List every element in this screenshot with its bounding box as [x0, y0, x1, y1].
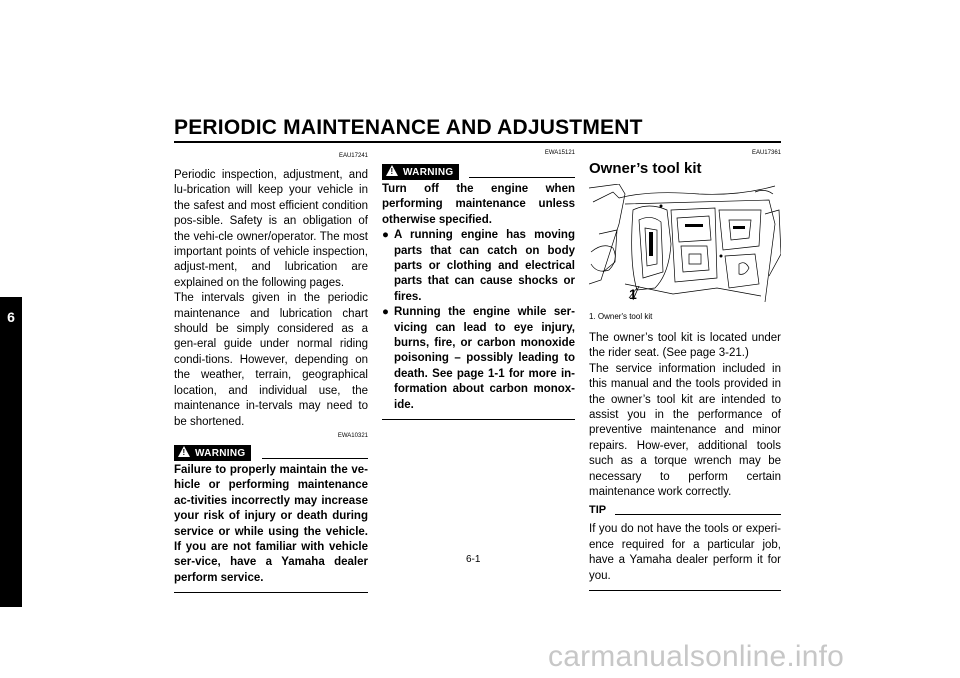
- tip-rule: [615, 514, 781, 515]
- bullet-dot-icon: ●: [382, 306, 389, 319]
- figure-callout: 1: [629, 286, 637, 302]
- tip-text: If you do not have the tools or experi-ence required for a particular job, have a Yamaha dealer perform it for you.: [589, 523, 781, 582]
- warning-code: EWA15121: [544, 150, 575, 156]
- warning-label: WARNING: [195, 447, 246, 459]
- tip-header: [589, 504, 781, 522]
- warning-badge: [382, 164, 459, 180]
- tool-kit-illustration: [589, 184, 781, 304]
- location-paragraph: The owner’s tool kit is located under the rider seat. (See page 3-21.): [589, 332, 781, 360]
- warning-badge: [174, 445, 251, 461]
- warning-intro: Turn off the engine when performing maintenance unless otherwise specified.: [382, 183, 575, 226]
- chapter-side-tab: [0, 297, 22, 607]
- warning-triangle-icon: !: [178, 446, 190, 457]
- warning-rule: [262, 458, 368, 459]
- warning-code: EWA10321: [337, 432, 368, 439]
- service-info-paragraph: The service information included in this manual and the tools provided in the owner’s tool kit are intended to assist you in the performance of preventive maintenance and minor repairs. How-ever, additional tools such as a torque wrench may be necessary to perform certain maintenance work correctly.: [589, 362, 781, 499]
- warning-end-rule: [382, 419, 575, 420]
- column-3: [589, 150, 781, 591]
- title-rule: [174, 141, 781, 143]
- section-heading: Owner’s tool kit: [589, 160, 702, 177]
- column-2: [382, 150, 575, 420]
- intervals-paragraph: The intervals given in the periodic maintenance and lubrication chart should be simply considered as a gen-eral guide under normal riding condi-tions. However, depending on the weather, terrain, geographical location, and individual use, the maintenance in-tervals may need to be shortened.: [174, 292, 368, 428]
- page-number: 6-1: [466, 554, 481, 565]
- tip-end-rule: [589, 590, 781, 591]
- tool-kit-figure: [589, 184, 781, 304]
- warning-triangle-icon: !: [386, 165, 398, 176]
- warning-label: WARNING: [403, 167, 454, 178]
- warning-header: [382, 162, 575, 182]
- list-item: ● A running engine has moving parts that can catch on body parts or clothing and electrical parts that can cause shocks or fires.: [382, 229, 575, 303]
- warning-header: [174, 443, 368, 463]
- figure-caption: 1. Owner's tool kit: [589, 312, 653, 321]
- section-code: EAU17241: [338, 153, 368, 159]
- tip-label: TIP: [589, 504, 607, 517]
- warning-end-rule: [174, 592, 368, 593]
- warning-bullets: [382, 228, 575, 413]
- column-1: [174, 150, 368, 593]
- list-item: ● Running the engine while ser-vicing can lead to eye injury, burns, fire, or carbon monoxide poisoning – possibly leading to death. See page 1-1 for more in-formation about carbon monox-ide.: [382, 306, 575, 411]
- page-title: PERIODIC MAINTENANCE AND ADJUSTMENT: [174, 116, 643, 139]
- warning-text: Failure to properly maintain the ve-hicle or performing maintenance ac-tivities incorrectly may increase your risk of injury or death during service or while using the vehicle. If you are not familiar with vehicle ser-vice, have a Yamaha dealer perform service.: [174, 463, 368, 584]
- watermark: carmanualsonline.info: [548, 640, 845, 673]
- chapter-number: 6: [7, 309, 15, 325]
- bullet-dot-icon: ●: [382, 229, 389, 242]
- section-code: EAU17361: [751, 150, 781, 156]
- intro-paragraph: Periodic inspection, adjustment, and lu-brication will keep your vehicle in the safest and most efficient condition pos-sible. Safety is an obligation of the vehi-cle owner/operator. The most important points of vehicle inspection, adjust-ment, and lubrication are explained on the following pages.: [174, 169, 368, 289]
- warning-rule: [469, 177, 575, 178]
